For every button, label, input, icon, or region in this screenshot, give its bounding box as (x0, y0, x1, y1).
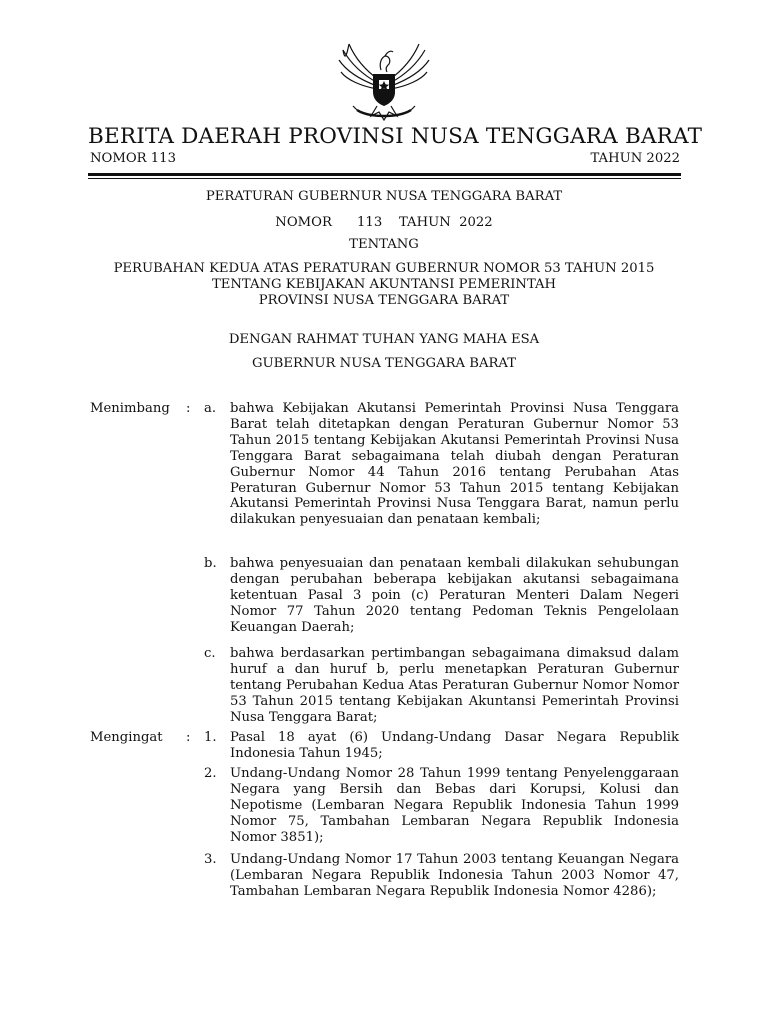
recalling-item-text: Undang-Undang Nomor 28 Tahun 1999 tentang Penyelenggaraan Negara yang Bersih dan Bebas dari Korupsi, Kolusi dan Nepotisme (Lembaran Negara Republik Indonesia Tahun 1999 Nomor 75, Tambahan Lembaran Negara Republik Indonesia Nomor 3851); (230, 766, 679, 845)
regulation-subject-line: PROVINSI NUSA TENGGARA BARAT (258, 293, 510, 308)
considering-colon: : (186, 401, 191, 416)
considering-item-marker: a. (204, 401, 217, 416)
recalling-item-text: Undang-Undang Nomor 17 Tahun 2003 tentang Keuangan Negara (Lembaran Negara Republik Indonesia Tahun 2003 Nomor 47, Tambahan Lembaran Negara Republik Indonesia Nomor 4286); (230, 852, 679, 899)
regulation-about: TENTANG (349, 237, 419, 252)
regulation-subject-line: TENTANG KEBIJAKAN AKUNTANSI PEMERINTAH (211, 277, 557, 292)
authority: GUBERNUR NUSA TENGGARA BARAT (251, 356, 516, 371)
recalling-item-marker: 1. (204, 730, 217, 745)
considering-item-text: bahwa penyesuaian dan penataan kembali dilakukan sehubungan dengan perubahan beberapa kebijakan akutansi sebagaimana ketentuan Pasal 3 poin (c) Peraturan Menteri Dalam Negeri Nomor 77 Tahun 2020 tentang Pedoman Teknis Pengelolaan Keuangan Daerah; (230, 556, 679, 635)
header-rule-thick (88, 173, 681, 176)
recalling-colon: : (186, 730, 191, 745)
gazette-title: BERITA DAERAH PROVINSI NUSA TENGGARA BARAT (88, 124, 703, 149)
recalling-item-text: Pasal 18 ayat (6) Undang-Undang Dasar Negara Republik Indonesia Tahun 1945; (230, 730, 679, 761)
gazette-number-row (90, 151, 680, 166)
considering-item-text: bahwa berdasarkan pertimbangan sebagaimana dimaksud dalam huruf a dan huruf b, perlu menetapkan Peraturan Gubernur tentang Perubahan Kedua Atas Peraturan Gubernur Nomor Nomor 53 Tahun 2015 tentang Kebijakan Akuntansi Pemerintah Provinsi Nusa Tenggara Barat; (230, 646, 679, 725)
header-rule-thin (88, 178, 681, 179)
considering-item-text: bahwa Kebijakan Akutansi Pemerintah Provinsi Nusa Tenggara Barat telah ditetapkan dengan Peraturan Gubernur Nomor 53 Tahun 2015 tentang Kebijakan Akutansi Pemerintah Provinsi Nusa Tenggara Barat sebagaimana telah diubah dengan Peraturan Gubernur Nomor 44 Tahun 2016 tentang Perubahan Atas Peraturan Gubernur Nomor 53 Tahun 2015 tentang Kebijakan Akutansi Pemerintah Provinsi Nusa Tenggara Barat, namun perlu dilakukan penyesuaian dan penataan kembali; (230, 401, 679, 528)
considering-item-marker: c. (204, 646, 216, 661)
recalling-item-marker: 2. (204, 766, 217, 781)
regulation-subject-line: PERUBAHAN KEDUA ATAS PERATURAN GUBERNUR NOMOR 53 TAHUN 2015 (113, 261, 655, 276)
regulation-number: NOMOR 113 TAHUN 2022 (275, 215, 493, 230)
gazette-year: TAHUN 2022 (590, 151, 680, 166)
regulation-type: PERATURAN GUBERNUR NUSA TENGGARA BARAT (205, 189, 563, 204)
recalling-item-marker: 3. (204, 852, 217, 867)
garuda-emblem-icon (335, 40, 433, 122)
considering-label: Menimbang (90, 401, 170, 416)
invocation: DENGAN RAHMAT TUHAN YANG MAHA ESA (228, 332, 540, 347)
considering-item-marker: b. (204, 556, 217, 571)
gazette-number: NOMOR 113 (90, 151, 176, 166)
recalling-label: Mengingat (90, 730, 163, 745)
